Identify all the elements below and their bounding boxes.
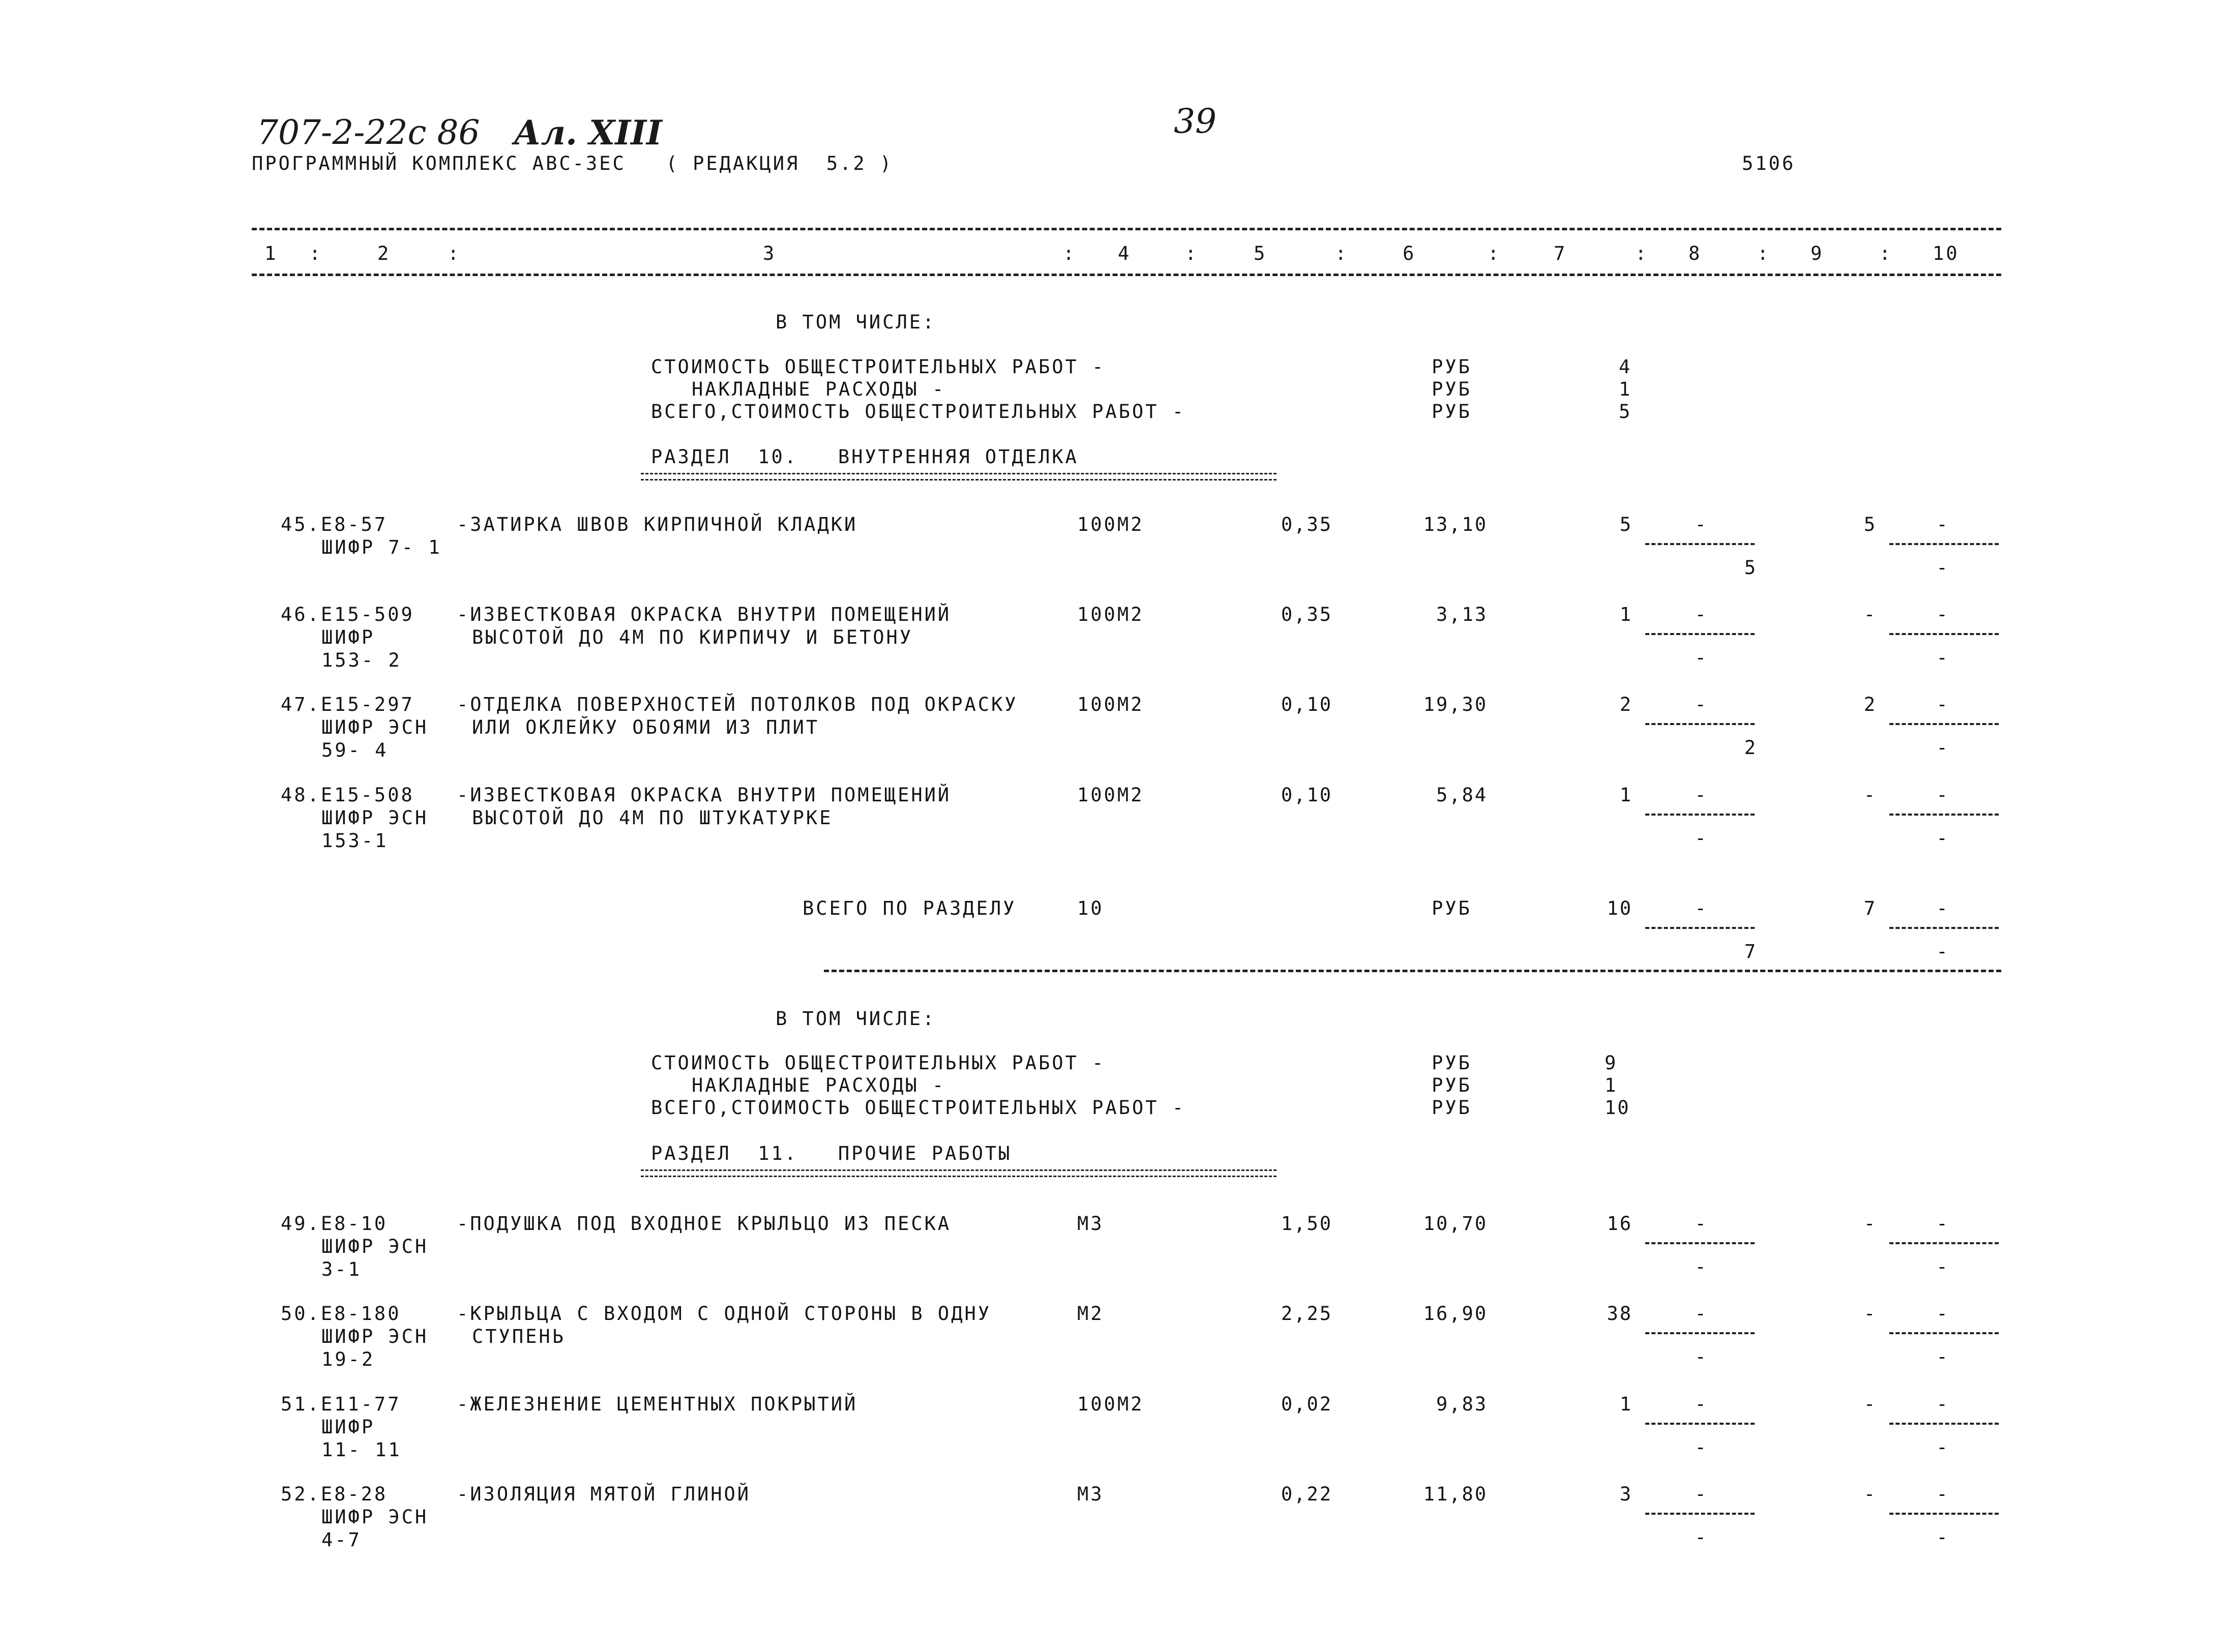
col-sep: : xyxy=(1185,243,1199,264)
row-name: -ЖЕЛЕЗНЕНИЕ ЦЕМЕНТНЫХ ПОКРЫТИЙ xyxy=(457,1393,858,1415)
row-qty: 0,10 xyxy=(1281,784,1332,806)
summary-unit: РУБ xyxy=(1432,1052,1472,1074)
in-total-heading: В ТОМ ЧИСЛЕ: xyxy=(776,1008,936,1030)
row-qty: 0,35 xyxy=(1281,604,1332,625)
row-name: ВЫСОТОЙ ДО 4М ПО КИРПИЧУ И БЕТОНУ xyxy=(472,626,913,648)
row-shifr: ШИФР ЭСН xyxy=(321,1506,429,1528)
row-code: 51.Е11-77 xyxy=(281,1393,401,1415)
row-name: -ПОДУШКА ПОД ВХОДНОЕ КРЫЛЬЦО ИЗ ПЕСКА xyxy=(457,1213,952,1235)
row-name: -ИЗОЛЯЦИЯ МЯТОЙ ГЛИНОЙ xyxy=(457,1483,751,1505)
summary-label: НАКЛАДНЫЕ РАСХОДЫ - xyxy=(692,1074,946,1096)
row-qty: 0,10 xyxy=(1281,694,1332,715)
row-col10: - xyxy=(1936,784,1949,806)
page-number: 39 xyxy=(1174,102,1217,141)
row-shifr: 153- 2 xyxy=(321,649,402,671)
row-col8: - xyxy=(1695,694,1708,715)
col8-rule xyxy=(1645,1513,1755,1515)
header-rule-bottom xyxy=(252,274,2001,276)
row-col8-sub: - xyxy=(1695,1436,1708,1458)
row-code: 46.Е15-509 xyxy=(281,604,414,625)
total-col8: - xyxy=(1695,897,1708,919)
row-col7: 3 xyxy=(1619,1483,1633,1505)
col8-rule xyxy=(1645,723,1755,725)
row-unit: 100М2 xyxy=(1077,784,1144,806)
row-price: 9,83 xyxy=(1436,1393,1488,1415)
row-price: 11,80 xyxy=(1423,1483,1488,1505)
row-col10-sub: - xyxy=(1936,737,1949,759)
row-col8-sub: - xyxy=(1695,1346,1708,1368)
row-col9: - xyxy=(1863,1303,1877,1325)
col-sep: : xyxy=(1335,243,1349,264)
row-name: -КРЫЛЬЦА С ВХОДОМ С ОДНОЙ СТОРОНЫ В ОДНУ xyxy=(457,1303,992,1325)
col8-rule xyxy=(1645,1242,1755,1244)
handwritten-album: Ал. XIII xyxy=(514,113,662,153)
summary-value: 1 xyxy=(1619,378,1632,400)
summary-label: ВСЕГО,СТОИМОСТЬ ОБЩЕСТРОИТЕЛЬНЫХ РАБОТ - xyxy=(651,1097,1186,1119)
col10-rule xyxy=(1889,1332,1999,1334)
row-qty: 0,35 xyxy=(1281,514,1332,535)
row-col10-sub: - xyxy=(1936,647,1949,669)
row-unit: 100М2 xyxy=(1077,514,1144,535)
total-unit: РУБ xyxy=(1432,897,1472,919)
row-col7: 38 xyxy=(1607,1303,1633,1325)
total-col9: 7 xyxy=(1863,897,1877,919)
section-underline xyxy=(641,1169,1277,1177)
col10-rule xyxy=(1889,543,1999,545)
row-col10-sub: - xyxy=(1936,1436,1949,1458)
summary-value: 4 xyxy=(1619,356,1632,378)
row-unit: 100М2 xyxy=(1077,1393,1144,1415)
row-col8: - xyxy=(1695,1303,1708,1325)
row-col9: - xyxy=(1863,1213,1877,1235)
row-shifr: ШИФР 7- 1 xyxy=(321,536,442,558)
row-shifr: ШИФР xyxy=(321,1416,375,1438)
row-unit: М3 xyxy=(1077,1213,1104,1235)
col-sep: : xyxy=(1635,243,1649,264)
row-shifr: 153-1 xyxy=(321,830,389,852)
row-col8: - xyxy=(1695,604,1708,625)
row-col10: - xyxy=(1936,1483,1949,1505)
header-rule-top xyxy=(252,228,2001,230)
col-6: 6 xyxy=(1403,243,1416,264)
col8-rule xyxy=(1645,543,1755,545)
row-name: ИЛИ ОКЛЕЙКУ ОБОЯМИ ИЗ ПЛИТ xyxy=(472,716,820,738)
handwritten-code: 707-2-22с 86 xyxy=(257,113,480,152)
row-shifr: 4-7 xyxy=(321,1529,362,1551)
row-col8: - xyxy=(1695,1393,1708,1415)
total-label: ВСЕГО ПО РАЗДЕЛУ xyxy=(803,897,1017,919)
row-col7: 2 xyxy=(1619,694,1633,715)
row-shifr: 19-2 xyxy=(321,1348,375,1370)
col10-rule xyxy=(1889,1242,1999,1244)
row-col9: - xyxy=(1863,1483,1877,1505)
row-shifr: ШИФР ЭСН xyxy=(321,807,429,829)
row-name: -ИЗВЕСТКОВАЯ ОКРАСКА ВНУТРИ ПОМЕЩЕНИЙ xyxy=(457,784,952,806)
row-col10: - xyxy=(1936,1213,1949,1235)
row-col10: - xyxy=(1936,514,1949,535)
row-col9: - xyxy=(1863,604,1877,625)
row-shifr: ШИФР ЭСН xyxy=(321,1326,429,1347)
row-col10-sub: - xyxy=(1936,1346,1949,1368)
row-price: 13,10 xyxy=(1423,514,1488,535)
row-shifr: 59- 4 xyxy=(321,739,389,761)
row-col10: - xyxy=(1936,1393,1949,1415)
col-2: 2 xyxy=(377,243,391,264)
summary-label: НАКЛАДНЫЕ РАСХОДЫ - xyxy=(692,378,946,400)
row-name: ВЫСОТОЙ ДО 4М ПО ШТУКАТУРКЕ xyxy=(472,807,833,829)
row-col7: 1 xyxy=(1619,784,1633,806)
row-col7: 1 xyxy=(1619,1393,1633,1415)
row-code: 49.Е8-10 xyxy=(281,1213,388,1235)
total-col8-sub: 7 xyxy=(1744,941,1757,963)
total-col10: - xyxy=(1936,897,1949,919)
row-price: 3,13 xyxy=(1436,604,1488,625)
col-1: 1 xyxy=(264,243,278,264)
row-name: -ОТДЕЛКА ПОВЕРХНОСТЕЙ ПОТОЛКОВ ПОД ОКРАСКУ xyxy=(457,694,1018,715)
col8-rule xyxy=(1645,927,1755,929)
row-col8: - xyxy=(1695,1483,1708,1505)
total-col7: 10 xyxy=(1607,897,1633,919)
row-col10-sub: - xyxy=(1936,1256,1949,1278)
summary-unit: РУБ xyxy=(1432,1074,1472,1096)
col-sep: : xyxy=(309,243,323,264)
row-col10-sub: - xyxy=(1936,827,1949,849)
row-price: 16,90 xyxy=(1423,1303,1488,1325)
row-col9: 2 xyxy=(1863,694,1877,715)
row-shifr: 11- 11 xyxy=(321,1439,402,1461)
row-qty: 0,02 xyxy=(1281,1393,1332,1415)
row-col8-sub: - xyxy=(1695,647,1708,669)
col-sep: : xyxy=(1488,243,1501,264)
row-col8-sub: - xyxy=(1695,827,1708,849)
row-unit: М3 xyxy=(1077,1483,1104,1505)
summary-label: СТОИМОСТЬ ОБЩЕСТРОИТЕЛЬНЫХ РАБОТ - xyxy=(651,1052,1106,1074)
row-shifr: ШИФР xyxy=(321,626,375,648)
summary-value: 9 xyxy=(1605,1052,1618,1074)
summary-unit: РУБ xyxy=(1432,401,1472,423)
row-price: 5,84 xyxy=(1436,784,1488,806)
row-col8: - xyxy=(1695,784,1708,806)
row-price: 19,30 xyxy=(1423,694,1488,715)
col-sep: : xyxy=(448,243,461,264)
row-qty: 0,22 xyxy=(1281,1483,1332,1505)
row-code: 45.Е8-57 xyxy=(281,514,388,535)
col10-rule xyxy=(1889,814,1999,816)
col-sep: : xyxy=(1879,243,1893,264)
summary-unit: РУБ xyxy=(1432,378,1472,400)
total-col10-sub: - xyxy=(1936,941,1949,963)
row-col10: - xyxy=(1936,1303,1949,1325)
total-rule xyxy=(824,970,2001,972)
col10-rule xyxy=(1889,633,1999,635)
col-8: 8 xyxy=(1688,243,1702,264)
row-col9: 5 xyxy=(1863,514,1877,535)
col10-rule xyxy=(1889,927,1999,929)
row-col8: - xyxy=(1695,1213,1708,1235)
row-col8-sub: - xyxy=(1695,1256,1708,1278)
row-unit: 100М2 xyxy=(1077,694,1144,715)
total-section-number: 10 xyxy=(1077,897,1104,919)
row-shifr: ШИФР ЭСН xyxy=(321,1236,429,1257)
row-code: 47.Е15-297 xyxy=(281,694,414,715)
row-unit: 100М2 xyxy=(1077,604,1144,625)
col8-rule xyxy=(1645,1332,1755,1334)
col-sep: : xyxy=(1063,243,1077,264)
col-10: 10 xyxy=(1933,243,1960,264)
row-code: 48.Е15-508 xyxy=(281,784,414,806)
col-9: 9 xyxy=(1811,243,1824,264)
col-5: 5 xyxy=(1254,243,1267,264)
col8-rule xyxy=(1645,814,1755,816)
summary-label: СТОИМОСТЬ ОБЩЕСТРОИТЕЛЬНЫХ РАБОТ - xyxy=(651,356,1106,378)
row-qty: 2,25 xyxy=(1281,1303,1332,1325)
row-col9: - xyxy=(1863,1393,1877,1415)
row-name: СТУПЕНЬ xyxy=(472,1326,566,1347)
program-line: ПРОГРАММНЫЙ КОМПЛЕКС АВС-3ЕС ( РЕДАКЦИЯ 5.2 ) xyxy=(252,153,894,174)
row-col8-sub: 2 xyxy=(1744,737,1757,759)
summary-value: 5 xyxy=(1619,401,1632,423)
row-unit: М2 xyxy=(1077,1303,1104,1325)
col8-rule xyxy=(1645,633,1755,635)
col-4: 4 xyxy=(1118,243,1132,264)
summary-value: 10 xyxy=(1605,1097,1631,1119)
section-underline xyxy=(641,473,1277,480)
row-col8: - xyxy=(1695,514,1708,535)
row-code: 52.Е8-28 xyxy=(281,1483,388,1505)
row-col10: - xyxy=(1936,604,1949,625)
row-col10: - xyxy=(1936,694,1949,715)
row-col8-sub: 5 xyxy=(1744,557,1757,579)
row-col9: - xyxy=(1863,784,1877,806)
col-sep: : xyxy=(1757,243,1771,264)
summary-unit: РУБ xyxy=(1432,1097,1472,1119)
section-title: РАЗДЕЛ 11. ПРОЧИЕ РАБОТЫ xyxy=(651,1143,1012,1164)
col10-rule xyxy=(1889,723,1999,725)
row-qty: 1,50 xyxy=(1281,1213,1332,1235)
row-col7: 16 xyxy=(1607,1213,1633,1235)
row-name: -ИЗВЕСТКОВАЯ ОКРАСКА ВНУТРИ ПОМЕЩЕНИЙ xyxy=(457,604,952,625)
col-3: 3 xyxy=(763,243,777,264)
summary-unit: РУБ xyxy=(1432,356,1472,378)
row-col10-sub: - xyxy=(1936,557,1949,579)
section-title: РАЗДЕЛ 10. ВНУТРЕННЯЯ ОТДЕЛКА xyxy=(651,446,1079,468)
row-col10-sub: - xyxy=(1936,1526,1949,1548)
row-price: 10,70 xyxy=(1423,1213,1488,1235)
row-col7: 5 xyxy=(1619,514,1633,535)
row-name: -ЗАТИРКА ШВОВ КИРПИЧНОЙ КЛАДКИ xyxy=(457,514,858,535)
col10-rule xyxy=(1889,1513,1999,1515)
row-shifr: 3-1 xyxy=(321,1258,362,1280)
summary-label: ВСЕГО,СТОИМОСТЬ ОБЩЕСТРОИТЕЛЬНЫХ РАБОТ - xyxy=(651,401,1186,423)
col-7: 7 xyxy=(1554,243,1567,264)
in-total-heading: В ТОМ ЧИСЛЕ: xyxy=(776,311,936,333)
row-shifr: ШИФР ЭСН xyxy=(321,716,429,738)
summary-value: 1 xyxy=(1605,1074,1618,1096)
row-code: 50.Е8-180 xyxy=(281,1303,401,1325)
row-col7: 1 xyxy=(1619,604,1633,625)
col8-rule xyxy=(1645,1423,1755,1425)
row-col8-sub: - xyxy=(1695,1526,1708,1548)
col10-rule xyxy=(1889,1423,1999,1425)
doc-number: 5106 xyxy=(1742,153,1796,174)
